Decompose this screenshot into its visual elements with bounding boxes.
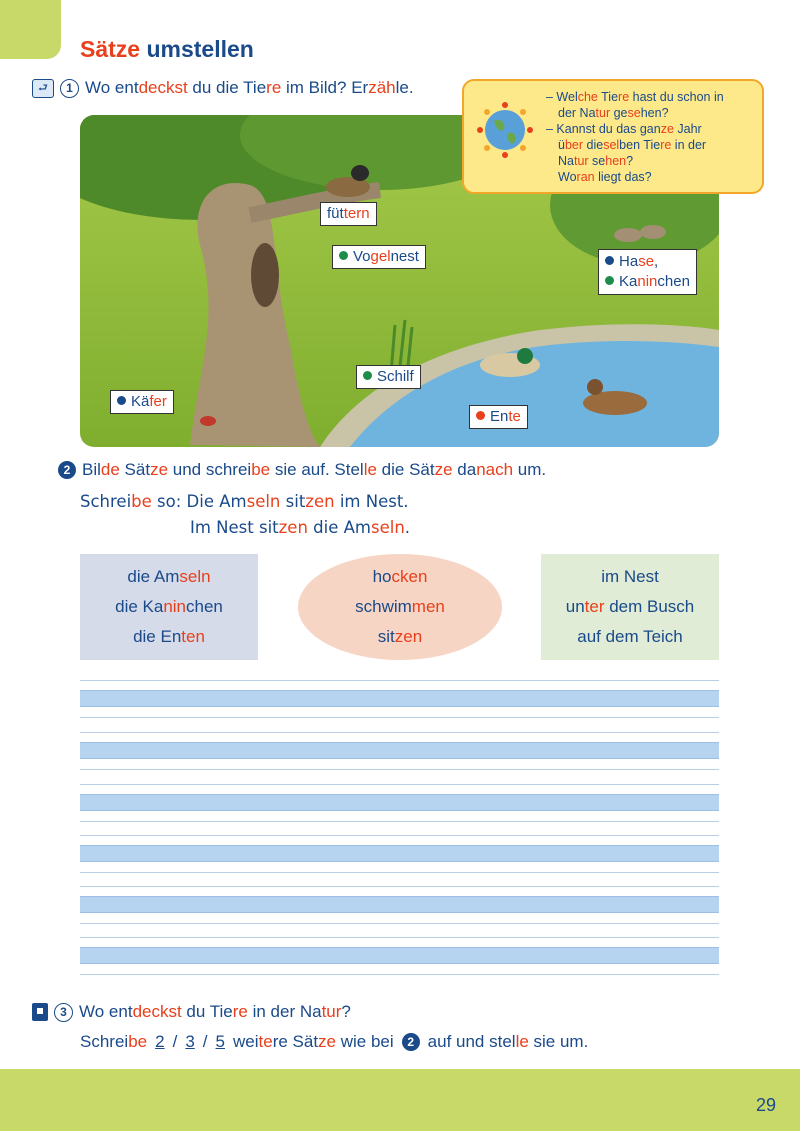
speech-bubble [462,79,764,194]
task-number-1: 1 [60,79,79,98]
writing-line[interactable] [80,784,719,822]
difficulty-option-3: 3 [185,1032,195,1051]
word-item: unter dem Busch [565,597,695,616]
word-item: die Amseln [127,567,211,586]
label-kaefer: Käfer [110,390,174,414]
label-vogelnest: Vogelnest [332,245,426,269]
writing-line[interactable] [80,886,719,924]
example-line-2: Im Nest sitzen die Amseln. [190,518,411,537]
task-1-text: Wo entdeckst du die Tiere im Bild? Erzähle. [85,78,414,97]
task-number-3: 3 [54,1003,73,1022]
word-item: hocken [372,567,428,586]
task-2-text: Bilde Sätze und schreibe sie auf. Stelle die Sätze danach um. [82,460,547,479]
task-3-instruction: Schreibe [80,1032,148,1051]
question-line: Woran liegt das? [558,170,652,184]
notebook-icon [32,1003,48,1021]
page-title: Sätze umstellen [80,36,254,62]
place-word-box [541,554,719,660]
gender-dot [363,371,372,380]
task-number-2: 2 [58,461,76,479]
difficulty-option-5: 5 [215,1032,225,1051]
word-item: sitzen [377,627,423,646]
gender-dot [605,256,614,265]
option-separator: / [202,1032,208,1051]
writing-line[interactable] [80,835,719,873]
label-hase-kaninchen: Hase, Kaninchen [598,249,697,295]
question-line: der Natur gesehen? [558,106,669,120]
footer-band [0,1069,800,1131]
question-line: über dieselben Tiere in der [558,138,707,152]
writing-line[interactable] [80,937,719,975]
gender-dot [339,251,348,260]
word-item: die Enten [133,627,205,646]
task-3-line-2 [80,1032,588,1052]
writing-line[interactable] [80,732,719,770]
label-fuettern: füttern [320,202,377,226]
label-ente: Ente [469,405,528,429]
task-3-continuation: weitere Sätze wie bei [232,1032,394,1051]
globe-icon [474,99,536,161]
task-1 [32,78,414,98]
word-item: auf dem Teich [577,627,683,646]
corner-tab [0,0,61,59]
difficulty-option-2: 2 [155,1032,165,1051]
example-line-1: Schreibe so: Die Amseln sitzen im Nest. [80,492,409,511]
discussion-questions [546,89,724,185]
question-line: Natur sehen? [558,154,634,168]
task-reference-2: 2 [402,1033,420,1051]
word-item: die Kaninchen [115,597,223,616]
word-item: schwimmen [355,597,445,616]
writing-line[interactable] [80,680,719,718]
label-schilf: Schilf [356,365,421,389]
question-line: – Welche Tiere hast du schon in [546,90,724,104]
gender-dot [605,276,614,285]
subject-word-box [80,554,258,660]
option-separator: / [172,1032,178,1051]
task-3-end: auf und stelle sie um. [427,1032,589,1051]
gender-dot [117,396,126,405]
speak-icon: ⮐ [32,79,54,98]
word-item: im Nest [601,567,659,586]
page-number: 29 [755,1095,776,1115]
verb-word-box [298,554,502,660]
task-3 [32,1002,351,1022]
gender-dot [476,411,485,420]
task-2 [58,460,546,480]
question-line: – Kannst du das ganze Jahr [546,122,702,136]
task-3-text: Wo entdeckst du Tiere in der Natur? [79,1002,351,1021]
